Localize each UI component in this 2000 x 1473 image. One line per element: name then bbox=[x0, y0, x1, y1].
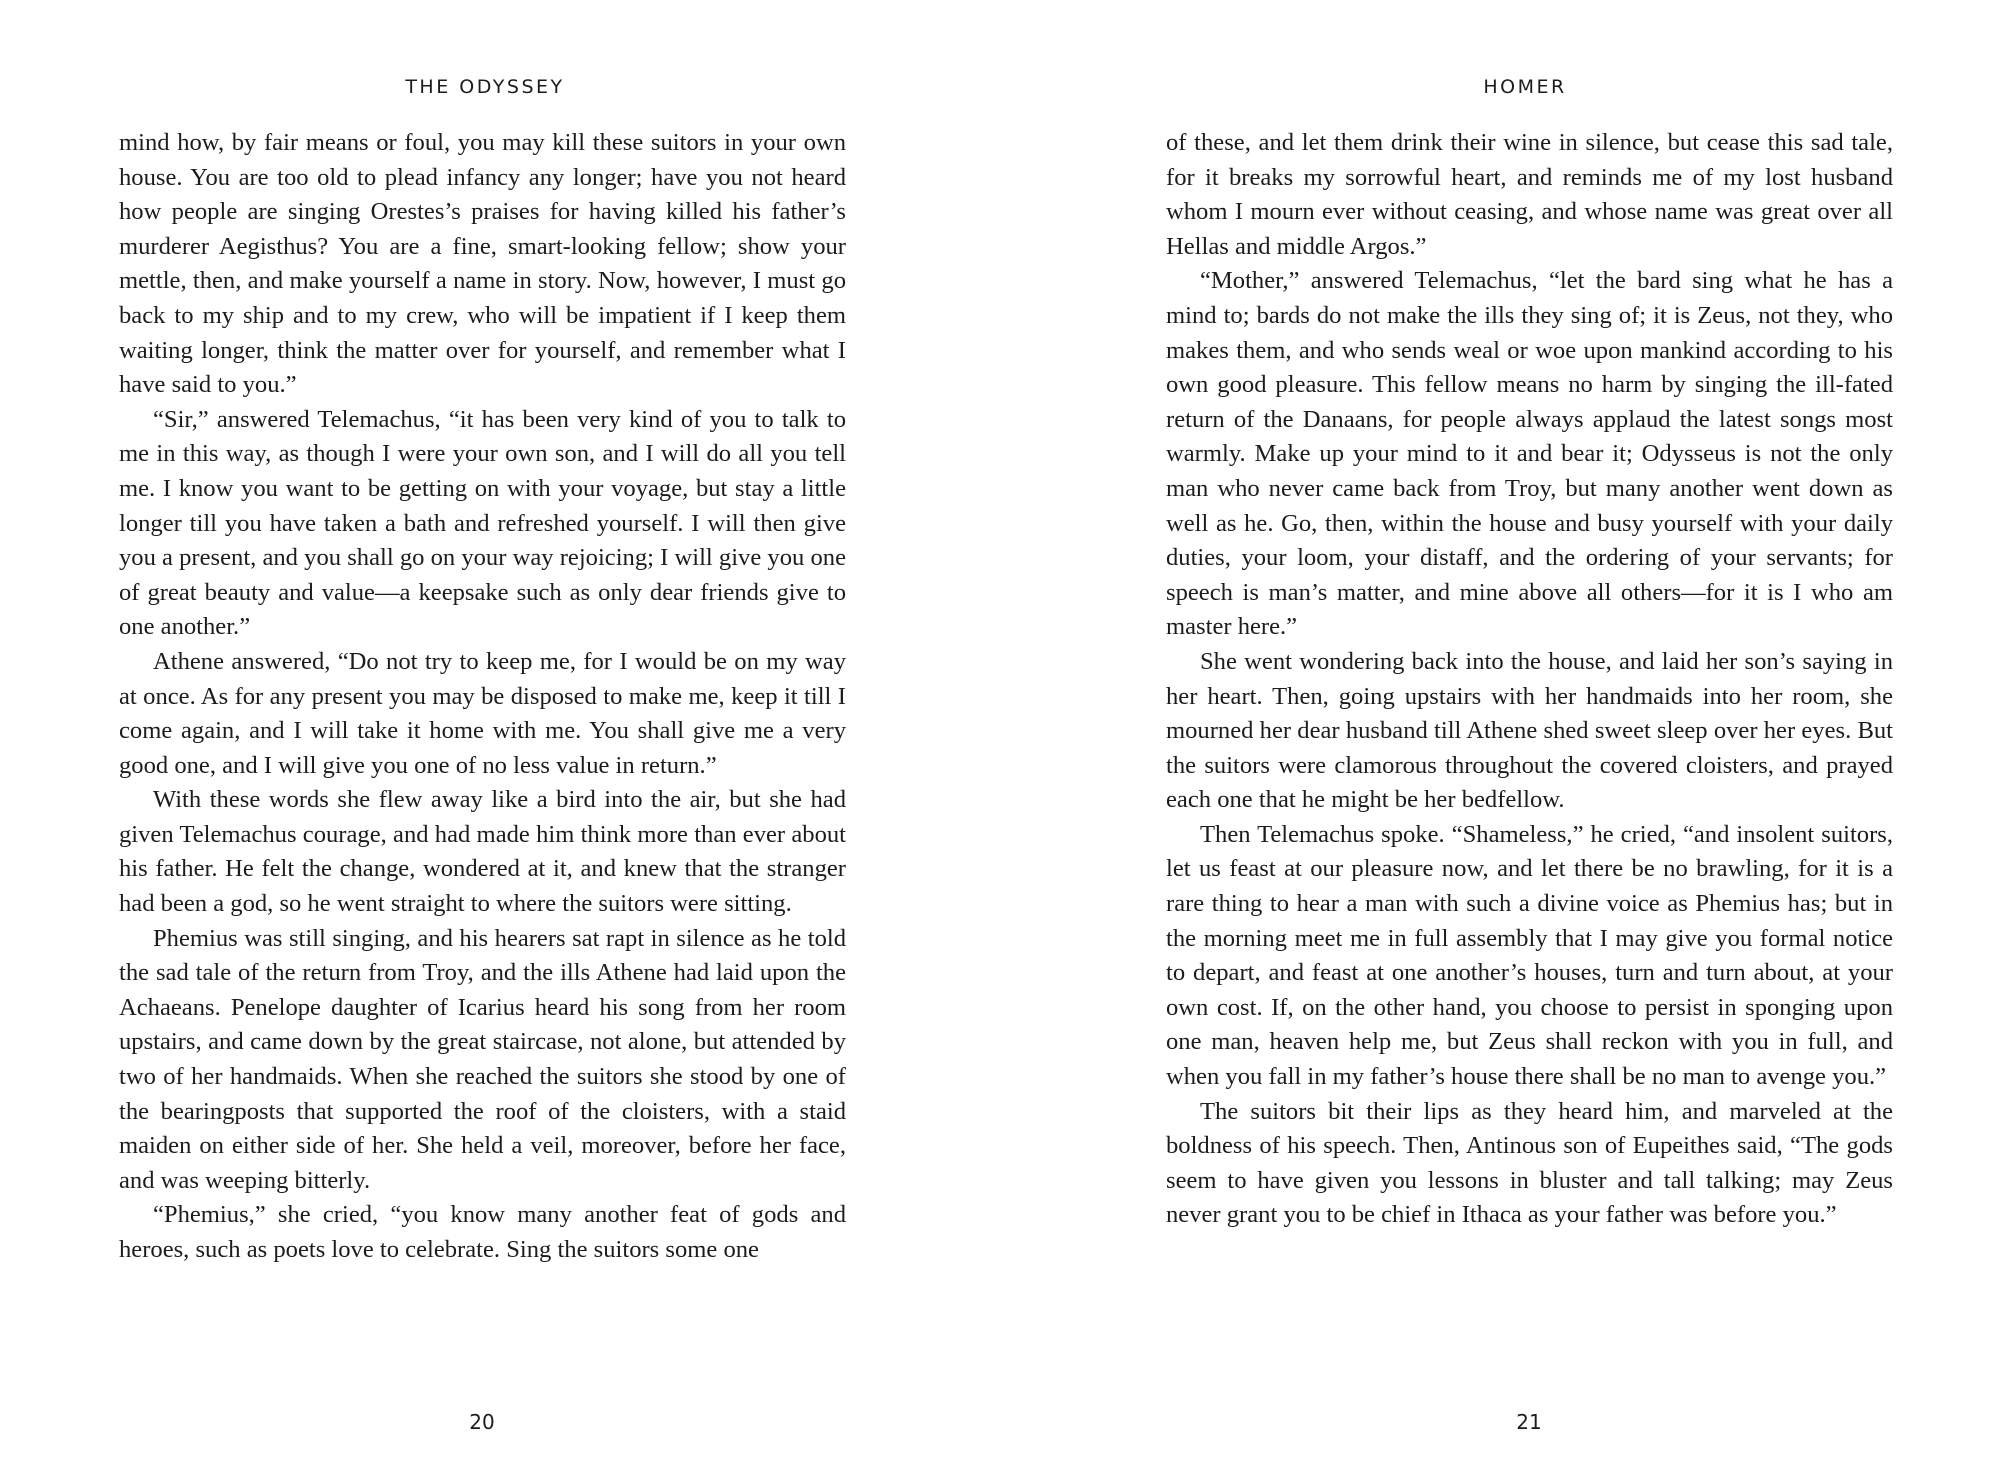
running-head-author: HOMER bbox=[1483, 76, 1567, 98]
paragraph: Athene answered, “Do not try to keep me, for I would be on my way at once. As for any present you may be disposed to make me, keep it till I come again, and I will take it home with me. You shall give me a very good one, and I will give you one of no less value in return.” bbox=[119, 647, 846, 779]
paragraph: “Mother,” answered Telemachus, “let the bard sing what he has a mind to; bards do not make the ills they sing of; it is Zeus, not they, who makes them, and who sends weal or woe upon mankind according to his own good pleasure. This fellow means no harm by singing the ill-fated return of the Danaans, for people always applaud the latest songs most warmly. Make up your mind to it and bear it; Odysseus is not the only man who never came back from Troy, but many another went down as well as he. Go, then, within the house and busy yourself with your daily duties, your loom, your distaff, and the ordering of your servants; for speech is man’s matter, and mine above all others—for it is I who am master here.” bbox=[1166, 267, 1893, 641]
paragraph: With these words she flew away like a bird into the air, but she had given Telemachus courage, and had made him think more than ever about his father. He felt the change, wondered at it, and knew that the stranger had been a god, so he went straight to where the suitors were sitting. bbox=[119, 786, 846, 918]
paragraph: The suitors bit their lips as they heard him, and marveled at the boldness of his speech. Then, Antinous son of Eupeithes said, “The gods seem to have given you lessons in bluster and tall talking; may Zeus never grant you to be chief in Ithaca as your father was before you.” bbox=[1166, 1097, 1893, 1229]
body-text-left bbox=[119, 126, 846, 1268]
paragraph: Then Telemachus spoke. “Shameless,” he cried, “and insolent suitors, let us feast at our pleasure now, and let there be no brawling, for it is a rare thing to hear a man with such a divine voice as Phemius has; but in the morning meet me in full assembly that I may give you formal notice to depart, and feast at one another’s houses, turn and turn about, at your own cost. If, on the other hand, you choose to persist in sponging upon one man, heaven help me, but Zeus shall reckon with you in full, and when you fall in my father’s house there shall be no man to avenge you.” bbox=[1166, 820, 1893, 1091]
paragraph: “Sir,” answered Telemachus, “it has been very kind of you to talk to me in this way, as though I were your own son, and I will do all you tell me. I know you want to be getting on with your voyage, but stay a little longer till you have taken a bath and refreshed yourself. I will then give you a present, and you shall go on your way rejoicing; I will give you one of great beauty and value—a keepsake such as only dear friends give to one another.” bbox=[119, 405, 846, 641]
paragraph: “Phemius,” she cried, “you know many another feat of gods and heroes, such as poets love to celebrate. Sing the suitors some one bbox=[119, 1201, 846, 1263]
page-number: 20 bbox=[469, 1410, 495, 1434]
paragraph: mind how, by fair means or foul, you may kill these suitors in your own house. You are too old to plead infancy any longer; have you not heard how people are singing Orestes’s praises for having killed his father’s murderer Aegisthus? You are a fine, smart-looking fellow; show your mettle, then, and make yourself a name in story. Now, however, I must go back to my ship and to my crew, who will be impatient if I keep them waiting longer, think the matter over for yourself, and remember what I have said to you.” bbox=[119, 129, 846, 399]
paragraph: She went wondering back into the house, and laid her son’s saying in her heart. Then, going upstairs with her handmaids into her room, she mourned her dear husband till Athene shed sweet sleep over her eyes. But the suitors were clamorous throughout the covered cloisters, and prayed each one that he might be her bedfellow. bbox=[1166, 647, 1893, 814]
right-page bbox=[1000, 0, 2000, 1473]
paragraph: Phemius was still singing, and his hearers sat rapt in silence as he told the sad tale of the return from Troy, and the ills Athene had laid upon the Achaeans. Penelope daughter of Icarius heard his song from her room upstairs, and came down by the great staircase, not alone, but attended by two of her handmaids. When she reached the suitors she stood by one of the bearingposts that supported the roof of the cloisters, with a staid maiden on either side of her. She held a veil, moreover, before her face, and was weeping bitterly. bbox=[119, 924, 846, 1194]
running-head-book-title: THE ODYSSEY bbox=[405, 76, 565, 98]
paragraph: of these, and let them drink their wine in silence, but cease this sad tale, for it breaks my sorrowful heart, and reminds me of my lost husband whom I mourn ever without ceasing, and whose name was great over all Hellas and middle Argos.” bbox=[1166, 129, 1893, 260]
body-text-right bbox=[1166, 126, 1893, 1233]
page-number: 21 bbox=[1516, 1410, 1542, 1434]
